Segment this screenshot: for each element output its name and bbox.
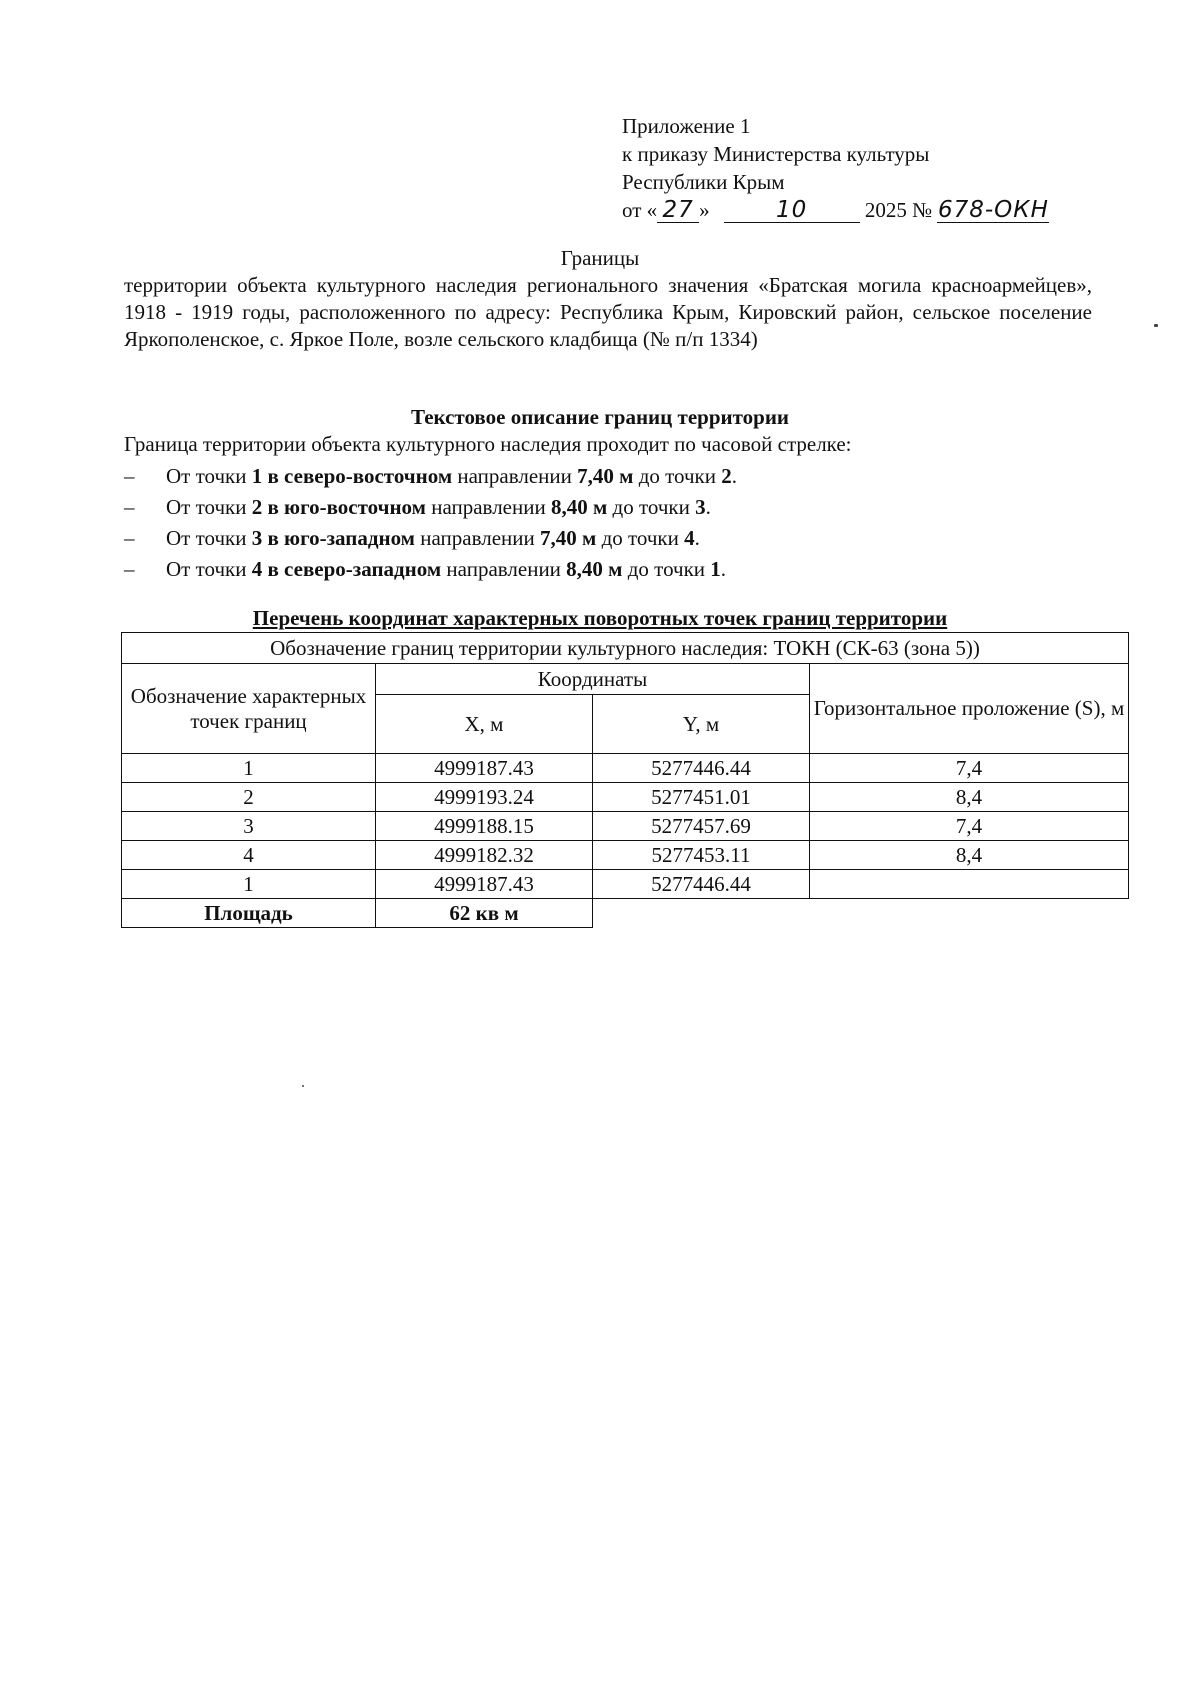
step-from-point: 2	[251, 495, 263, 519]
description-title: Текстовое описание границ территории	[410, 405, 790, 429]
x-cell: 4999188.15	[376, 812, 593, 841]
step-text: От точки	[166, 557, 252, 581]
step-direction: в северо-западном	[267, 557, 442, 581]
step-distance: 7,40 м	[577, 464, 634, 488]
point-cell: 1	[122, 754, 376, 783]
list-dash: –	[124, 526, 135, 550]
step-distance: 8,40 м	[566, 557, 623, 581]
table-row	[122, 783, 1129, 812]
boundary-steps-list	[124, 461, 737, 585]
step-from-point: 1	[251, 464, 263, 488]
date-prefix: от «	[622, 198, 658, 222]
step-distance: 7,40 м	[540, 526, 597, 550]
point-cell: 1	[122, 870, 376, 899]
x-cell: 4999193.24	[376, 783, 593, 812]
distance-cell	[810, 870, 1129, 899]
distance-cell: 7,4	[810, 754, 1129, 783]
step-text: до точки	[622, 557, 711, 581]
order-date-line	[622, 196, 1049, 224]
boundary-step	[124, 461, 737, 492]
y-cell: 5277446.44	[593, 870, 810, 899]
boundary-step	[124, 492, 737, 523]
x-column-header: X, м	[376, 695, 593, 754]
x-cell: 4999182.32	[376, 841, 593, 870]
order-number-field	[937, 198, 1049, 223]
coordinates-table-title: Перечень координат характерных поворотных точек границ территории	[252, 606, 948, 630]
table-row	[122, 812, 1129, 841]
point-cell: 2	[122, 783, 376, 812]
step-from-point: 4	[251, 557, 263, 581]
step-to-point: 2	[721, 464, 732, 488]
step-to-point: 4	[684, 526, 695, 550]
y-column-header: Y, м	[593, 695, 810, 754]
step-direction: в юго-восточном	[267, 495, 426, 519]
coordinates-column-header: Координаты	[376, 664, 810, 695]
y-cell: 5277457.69	[593, 812, 810, 841]
table-row	[122, 870, 1129, 899]
step-to-point: 1	[710, 557, 721, 581]
step-text: От точки	[166, 495, 252, 519]
step-text: направлении	[441, 557, 567, 581]
date-month-field	[724, 198, 860, 223]
step-text: .	[731, 464, 737, 488]
description-lead: Граница территории объекта культурного наследия проходит по часовой стрелке:	[124, 432, 852, 456]
x-cell: 4999187.43	[376, 754, 593, 783]
boundary-step	[124, 523, 737, 554]
area-value-cell: 62 кв м	[376, 899, 593, 928]
step-text: до точки	[633, 464, 722, 488]
scan-speck	[1154, 324, 1158, 327]
list-dash: –	[124, 495, 135, 519]
step-direction: в юго-западном	[267, 526, 415, 550]
step-text: От точки	[166, 526, 252, 550]
coordinates-table	[121, 632, 1129, 928]
list-dash: –	[124, 464, 135, 488]
distance-cell: 8,4	[810, 841, 1129, 870]
step-text: .	[694, 526, 700, 550]
step-direction: в северо-восточном	[267, 464, 453, 488]
empty-cell	[593, 899, 1129, 928]
step-to-point: 3	[695, 495, 706, 519]
step-from-point: 3	[251, 526, 263, 550]
distance-column-header: Горизонтальное проложение (S), м	[810, 664, 1129, 754]
step-text: направлении	[425, 495, 551, 519]
distance-cell: 8,4	[810, 783, 1129, 812]
order-reference: к приказу Министерства культуры	[622, 142, 930, 166]
list-dash: –	[124, 557, 135, 581]
issuer-region: Республики Крым	[622, 170, 785, 194]
step-text: направлении	[452, 464, 578, 488]
step-text: .	[705, 495, 711, 519]
table-row	[122, 841, 1129, 870]
y-cell: 5277446.44	[593, 754, 810, 783]
object-description: территории объекта культурного наследия регионального значения «Братская могила красноармейцев», 1918 - 1919 годы, расположенного по адресу: Республика Крым, Кировский район, сельское поселение Яркополенское, с. Яркое Поле, возле сельского кладбища (№ п/п 1334)	[124, 273, 1092, 351]
table-row	[122, 754, 1129, 783]
step-text: направлении	[415, 526, 540, 550]
date-day-handwritten: 27	[662, 197, 694, 223]
date-month-handwritten: 10	[776, 197, 808, 223]
appendix-header	[622, 112, 1049, 224]
area-label-cell: Площадь	[122, 899, 376, 928]
coordinate-system-cell: Обозначение границ территории культурного наследия: ТОКН (СК-63 (зона 5))	[122, 633, 1129, 664]
area-row	[122, 899, 1129, 928]
x-cell: 4999187.43	[376, 870, 593, 899]
appendix-title: Приложение 1	[622, 114, 751, 138]
year-and-number-label: 2025 №	[864, 198, 933, 222]
step-text: до точки	[607, 495, 696, 519]
point-cell: 4	[122, 841, 376, 870]
point-cell: 3	[122, 812, 376, 841]
step-distance: 8,40 м	[550, 495, 608, 519]
boundary-step	[124, 554, 737, 585]
step-text: От точки	[166, 464, 252, 488]
document-heading: Границы	[560, 246, 640, 270]
step-text: до точки	[596, 526, 685, 550]
distance-cell: 7,4	[810, 812, 1129, 841]
order-number-handwritten: 678-ОКН	[937, 197, 1049, 223]
y-cell: 5277451.01	[593, 783, 810, 812]
points-column-header: Обозначение характерных точек границ	[122, 664, 376, 754]
y-cell: 5277453.11	[593, 841, 810, 870]
scan-speck	[302, 1085, 304, 1087]
date-day-field	[657, 198, 699, 223]
date-close-quote: »	[699, 198, 710, 222]
step-text: .	[720, 557, 727, 581]
